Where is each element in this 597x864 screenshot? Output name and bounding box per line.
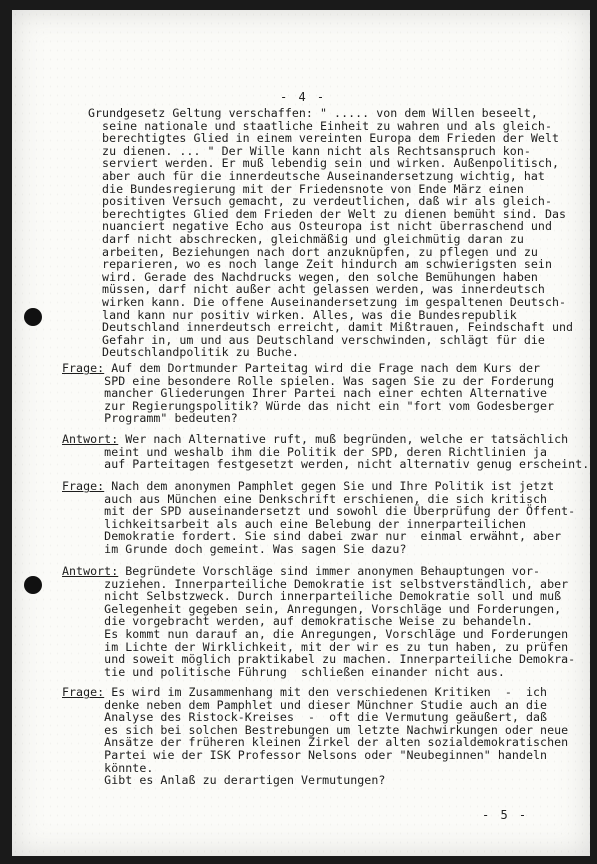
text-line: Es wird im Zusammenhang mit den verschiedenen Kritiken - ich bbox=[104, 685, 548, 699]
page-number: - 4 - bbox=[280, 90, 327, 104]
qa-first-line bbox=[62, 480, 575, 493]
text-line: land kann nur positiv wirken. Alles, was die Bundesrepublik bbox=[88, 307, 517, 322]
text-line: berechtigtes Glied in einem vereinten Europa dem Frieden der Welt bbox=[88, 131, 560, 146]
text-line: denke neben dem Pamphlet und dieser Münchner Studie auch an die bbox=[62, 697, 548, 712]
text-line: nuanciert negative Echo aus Osteuropa ist nicht überraschend und bbox=[88, 219, 552, 234]
punch-hole-top bbox=[24, 308, 42, 326]
text-line: Es kommt nun darauf an, die Anregungen, Vorschläge und Forderungen bbox=[62, 626, 569, 641]
text-line: darf nicht abschrecken, gleichmäßig und gleichmütig daran zu bbox=[88, 231, 524, 246]
text-line: arbeiten, Beziehungen nach dort anzuknüpfen, zu pflegen und zu bbox=[88, 244, 538, 259]
qa-first-line bbox=[62, 433, 589, 446]
qa-label: Antwort: bbox=[62, 564, 119, 578]
text-line: im Lichte der Wirklichkeit, mit der wir es zu tun haben, zu prüfen bbox=[62, 639, 569, 654]
text-line: zuziehen. Innerparteiliche Demokratie ist selbstverständlich, aber bbox=[62, 576, 569, 591]
text-line: im Grunde doch gemeint. Was sagen Sie dazu? bbox=[62, 541, 407, 556]
qa-label: Frage: bbox=[62, 479, 105, 493]
text-line: Programm" bedeuten? bbox=[62, 411, 238, 426]
next-page-marker: - 5 - bbox=[482, 808, 529, 822]
text-line: lichkeitsarbeit als auch eine Belebung der innerparteilichen bbox=[62, 516, 526, 531]
document-body bbox=[12, 10, 590, 788]
qa-first-line bbox=[62, 686, 568, 699]
punch-hole-bottom bbox=[24, 576, 42, 594]
text-line: mancher Gliederungen Ihrer Partei nach einer echten Alternative bbox=[62, 386, 548, 401]
question-2 bbox=[62, 480, 575, 556]
answer-1 bbox=[62, 433, 589, 471]
text-line: Gelegenheit gegeben sein, Anregungen, Vorschläge und Forderungen, bbox=[62, 601, 562, 616]
text-line: nicht Selbstzweck. Durch innerparteiliche Demokratie soll und muß bbox=[62, 589, 562, 604]
question-1 bbox=[62, 362, 554, 425]
text-line: seine nationale und staatliche Einheit zu wahren und als gleich- bbox=[88, 118, 552, 133]
text-line: aber auch für die innerdeutsche Auseinandersetzung wichtig, hat bbox=[88, 168, 545, 183]
text-line: Auf dem Dortmunder Parteitag wird die Frage nach dem Kurs der bbox=[104, 361, 541, 375]
text-line: müssen, darf nicht außer acht gelassen werden, was innerdeutsch bbox=[88, 282, 545, 297]
text-line: und soweit möglich praktikabel zu machen. Innerparteiliche Demokra- bbox=[62, 652, 576, 667]
text-line: tie und politische Führung schließen einander nicht aus. bbox=[62, 664, 505, 679]
qa-label: Antwort: bbox=[62, 432, 119, 446]
text-line: zur Regierungspolitik? Würde das nicht ein "fort vom Godesberger bbox=[62, 398, 555, 413]
answer-2 bbox=[62, 565, 575, 678]
text-line: es sich bei solchen Bestrebungen um letzte Nachwirkungen oder neue bbox=[62, 722, 569, 737]
qa-label: Frage: bbox=[62, 685, 105, 699]
text-line: Partei wie der ISK Professor Nelsons oder "Neubeginnen" handeln bbox=[62, 747, 548, 762]
text-line: Gibt es Anlaß zu derartigen Vermutungen? bbox=[62, 773, 386, 788]
text-line: meint und weshalb ihm die Politik der SPD, deren Richtlinien ja bbox=[62, 444, 548, 459]
text-line: SPD eine besondere Rolle spielen. Was sagen Sie zu der Forderung bbox=[62, 373, 555, 388]
text-line: auch aus München eine Denkschrift erschienen, die sich kritisch bbox=[62, 491, 548, 506]
text-line: positiven Versuch gemacht, zu verdeutlichen, daß wir als gleich- bbox=[88, 194, 552, 209]
text-line: Begründete Vorschläge sind immer anonymen Behauptungen vor- bbox=[118, 564, 541, 578]
text-line: Nach dem anonymen Pamphlet gegen Sie und Ihre Politik ist jetzt bbox=[104, 479, 555, 493]
document-page bbox=[12, 10, 590, 856]
text-line: Ansätze der früheren kleinen Zirkel der alten sozialdemokratischen bbox=[62, 735, 569, 750]
text-line: serviert werden. Er muß lebendig sein und wirken. Außenpolitisch, bbox=[88, 156, 560, 171]
text-line: auf Parteitagen festgesetzt werden, nicht alternativ genug erscheint. bbox=[62, 457, 590, 472]
text-line: mit der SPD auseinandersetzt und sowohl die Überprüfung der Öffent- bbox=[62, 504, 576, 519]
qa-first-line bbox=[62, 362, 554, 375]
text-line: Grundgesetz Geltung verschaffen: " ..... von dem Willen beseelt, bbox=[88, 106, 538, 120]
text-line: berechtigtes Glied dem Frieden der Welt zu dienen bemüht sind. Das bbox=[88, 206, 567, 221]
text-line: die Bundesregierung mit der Friedensnote von Ende März einen bbox=[88, 181, 524, 196]
intro-paragraph bbox=[88, 107, 573, 359]
text-line: Gefahr in, um und aus Deutschland verschwinden, schlägt für die bbox=[88, 332, 545, 347]
text-line: Analyse des Ristock-Kreises - oft die Vermutung geäußert, daß bbox=[62, 710, 548, 725]
qa-label: Frage: bbox=[62, 361, 105, 375]
text-line: Demokratie fordert. Sie sind dabei zwar nur einmal erwähnt, aber bbox=[62, 529, 562, 544]
text-line: Deutschland innerdeutsch erreicht, damit Mißtrauen, Feindschaft und bbox=[88, 320, 574, 335]
qa-first-line bbox=[62, 565, 575, 578]
text-line: reparieren, wo es noch lange Zeit hindurch am schwierigsten sein bbox=[88, 257, 552, 272]
text-line: die vorgebracht werden, auf demokratische Weise zu behandeln. bbox=[62, 614, 534, 629]
text-line: Wer nach Alternative ruft, muß begründen, welche er tatsächlich bbox=[118, 432, 569, 446]
text-line: Deutschlandpolitik zu Buche. bbox=[88, 345, 299, 360]
text-line: zu dienen. ... " Der Wille kann nicht als Rechtsanspruch kon- bbox=[88, 143, 531, 158]
text-line: könnte. bbox=[62, 760, 154, 775]
text-line: wirken kann. Die offene Auseinandersetzung im gespaltenen Deutsch- bbox=[88, 294, 567, 309]
question-3 bbox=[62, 686, 568, 787]
text-line: wird. Gerade des Nachdrucks wegen, den solche Bemühungen haben bbox=[88, 269, 538, 284]
